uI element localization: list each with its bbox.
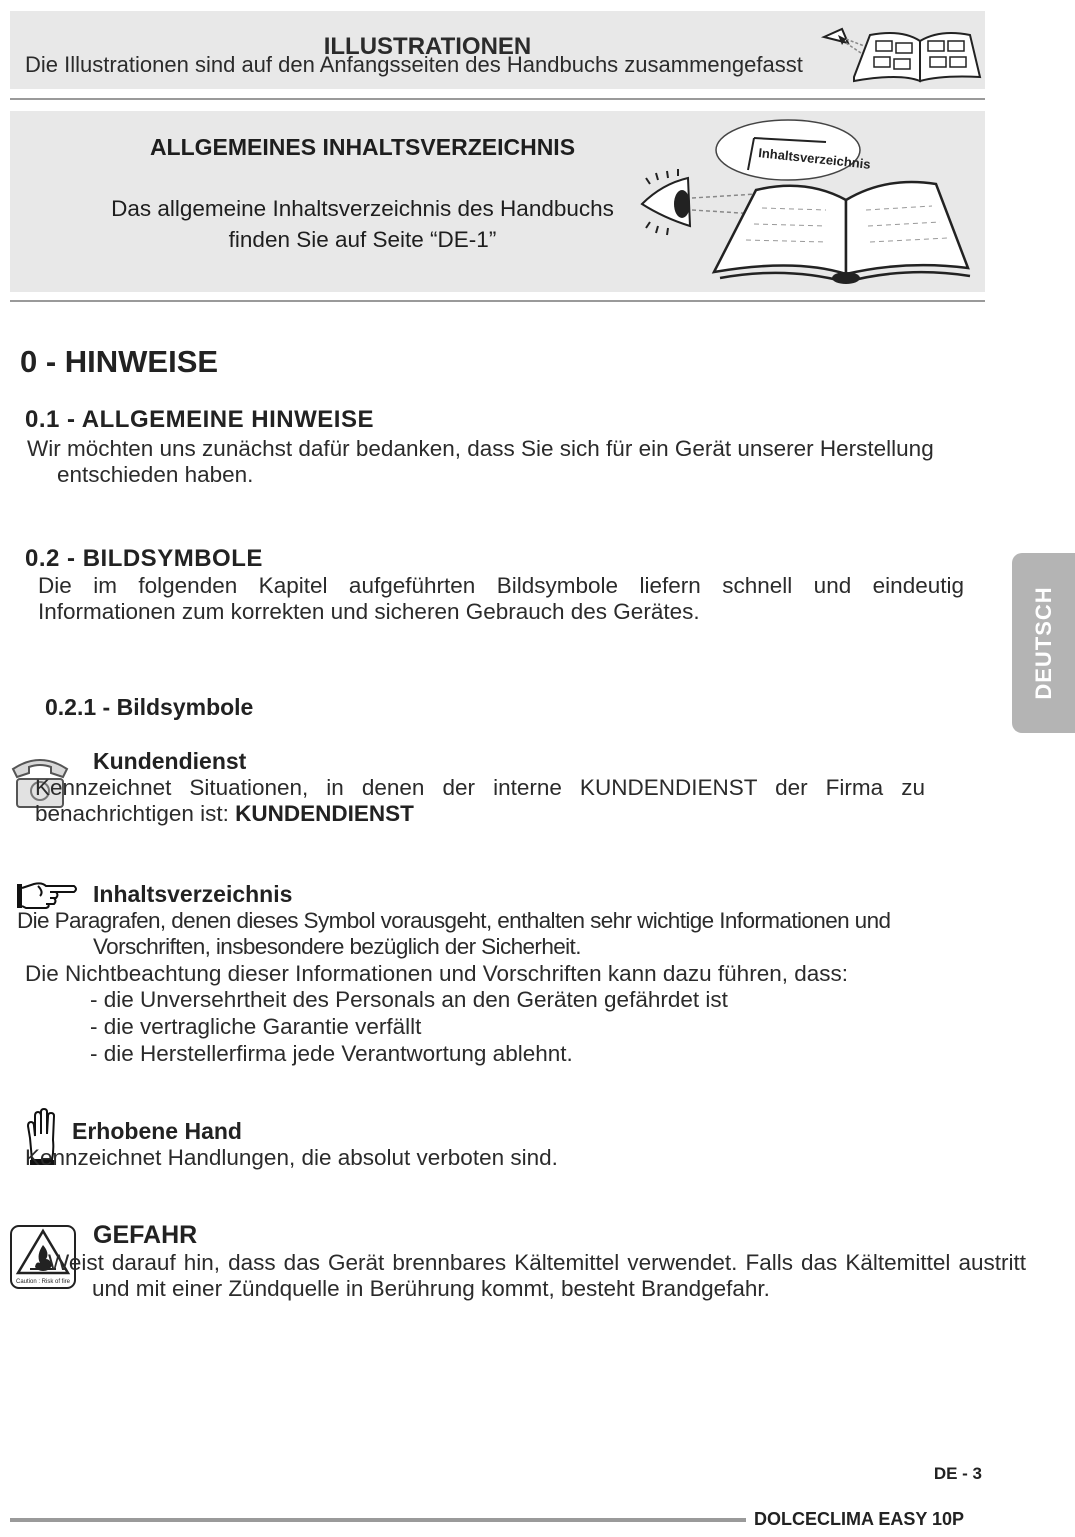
divider-rule [10,98,985,100]
gefahr-text: Weist darauf hin, dass das Gerät brennbares Kältemittel verwendet. Falls das Kältemittel austritt und mit einer Zündquelle in Berührung kommt, besteht Brandgefahr. [48,1250,1026,1301]
toc-book-eye-icon [636,118,976,286]
toc-title: ALLGEMEINES INHALTSVERZEICHNIS [149,134,576,160]
inhaltsverzeichnis-title: Inhaltsverzeichnis [93,881,293,907]
fire-warning-caption: Caution : Risk of fire [15,1279,71,1285]
section-0-1-text: Wir möchten uns zunächst dafür bedanken, dass Sie sich für ein Gerät unserer Herstellung entschieden haben. [27,436,934,487]
list-item: - die vertragliche Garantie verfällt [90,1014,422,1039]
section-0-2-1-heading: 0.2.1 - Bildsymbole [45,694,254,720]
inhaltsverzeichnis-list [90,987,728,1067]
toc-text [40,193,685,255]
footer-rule [10,1518,746,1522]
toc-line-1: Das allgemeine Inhaltsverzeichnis des Handbuchs [111,196,614,221]
language-tab [1012,553,1075,733]
gefahr-title: GEFAHR [93,1221,198,1249]
kundendienst-title: Kundendienst [93,748,247,774]
toc-bubble-label: Inhaltsverzeichnis [757,145,872,172]
illustrations-title: ILLUSTRATIONEN [323,33,532,60]
kundendienst-bold: KUNDENDIENST [235,801,414,826]
inhaltsverzeichnis-text-2: Die Nichtbeachtung dieser Informationen und Vorschriften kann dazu führen, dass: [25,961,848,986]
hand-text: Kennzeichnet Handlungen, die absolut verboten sind. [25,1145,558,1170]
list-item: - die Unversehrtheit des Personals an den Geräten gefährdet ist [90,987,728,1012]
inhaltsverzeichnis-text-1: Die Paragrafen, denen dieses Symbol vorausgeht, enthalten sehr wichtige Informationen und Vorschriften, insbesondere bezüglich der Sicherheit. [17,908,891,959]
hand-title: Erhobene Hand [72,1118,242,1144]
page-number: DE - 3 [933,1464,982,1483]
section-0-1-heading: 0.1 - ALLGEMEINE HINWEISE [25,406,374,433]
section-0-2-text [38,573,964,625]
open-book-eye-icon [812,19,982,87]
kundendienst-text [35,775,925,827]
illustrations-text: Die Illustrationen sind auf den Anfangsseiten des Handbuchs zusammengefasst [25,52,803,77]
section-0-2-heading: 0.2 - BILDSYMBOLE [25,545,263,572]
section-0-2-text-content: Die im folgenden Kapitel aufgeführten Bildsymbole liefern schnell und eindeutig Informationen zum korrekten und sicheren Gebrauch des Gerätes. [38,573,964,624]
toc-line-2: finden Sie auf Seite “DE-1” [228,227,497,252]
illustrations-box [10,11,985,89]
kundendienst-text-content: Kennzeichnet Situationen, in denen der interne KUNDENDIENST der Firma zu benachrichtigen ist: [35,775,925,826]
list-item: - die Herstellerfirma jede Verantwortung ablehnt. [90,1041,573,1066]
divider-rule [10,300,985,302]
section-0-heading: 0 - HINWEISE [20,344,219,379]
pointing-hand-icon [16,880,78,910]
language-tab-label: DEUTSCH [1030,586,1056,700]
product-model: DOLCECLIMA EASY 10P [754,1509,965,1529]
